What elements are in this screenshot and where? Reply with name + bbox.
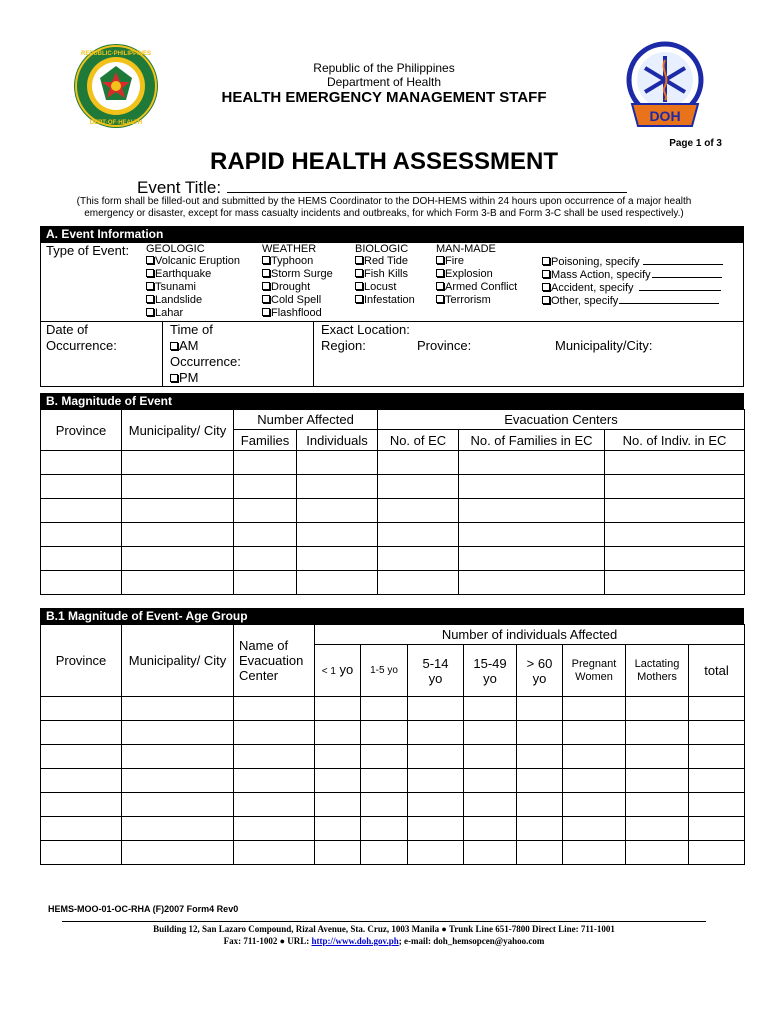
table-cell-input[interactable]	[315, 745, 361, 769]
table-cell-input[interactable]	[563, 817, 626, 841]
magnitude-table	[40, 409, 745, 595]
region-label[interactable]: Region:	[321, 338, 366, 353]
table-cell-input[interactable]	[41, 499, 122, 523]
checkbox-locust[interactable]: Locust	[355, 281, 415, 294]
table-cell-input[interactable]	[41, 817, 122, 841]
table-row	[41, 451, 745, 475]
table-cell-input[interactable]	[563, 697, 626, 721]
table-cell-input[interactable]	[41, 547, 122, 571]
table-cell-input[interactable]	[459, 499, 605, 523]
province-label[interactable]: Province:	[417, 338, 472, 353]
checkbox-armed-conflict[interactable]: Armed Conflict	[436, 281, 517, 294]
table-cell-input[interactable]	[122, 817, 234, 841]
checkbox-icon[interactable]	[146, 282, 154, 290]
checkbox-icon[interactable]	[542, 283, 550, 291]
table-cell-input[interactable]	[464, 697, 517, 721]
table-cell-input[interactable]	[563, 769, 626, 793]
table-cell-input[interactable]	[41, 451, 122, 475]
col-header-families-ec: No. of Families in EC	[459, 430, 605, 451]
checkbox-icon[interactable]	[146, 269, 154, 277]
table-cell-input[interactable]	[626, 745, 689, 769]
table-cell-input[interactable]	[459, 571, 605, 595]
table-header-row	[41, 410, 745, 430]
checkbox-icon[interactable]	[355, 295, 363, 303]
group-header-evacuation: Evacuation Centers	[378, 410, 745, 430]
table-cell-input[interactable]	[689, 769, 745, 793]
table-row	[41, 475, 745, 499]
table-cell-input[interactable]	[122, 793, 234, 817]
checkbox-storm-surge[interactable]: Storm Surge	[262, 268, 333, 281]
checkbox-icon[interactable]	[170, 342, 178, 350]
table-cell-input[interactable]	[41, 523, 122, 547]
table-cell-input[interactable]	[234, 817, 315, 841]
table-cell-input[interactable]	[234, 793, 315, 817]
magnitude-table-body	[41, 451, 745, 595]
table-cell-input[interactable]	[361, 745, 408, 769]
col-header-no-ec: No. of EC	[378, 430, 459, 451]
table-cell-input[interactable]	[315, 769, 361, 793]
group-header-affected: Number Affected	[234, 410, 378, 430]
checkbox-icon[interactable]	[436, 256, 444, 264]
category-biologic	[355, 243, 415, 307]
table-cell-input[interactable]	[41, 475, 122, 499]
event-title-label: Event Title:	[137, 178, 222, 197]
col-header-municipality: Municipality/ City	[122, 625, 234, 697]
form-code: HEMS-MOO-01-OC-RHA (F)2007 Form4 Rev0	[48, 904, 239, 914]
table-cell-input[interactable]	[605, 475, 745, 499]
category-heading: GEOLOGIC	[146, 243, 205, 255]
table-cell-input[interactable]	[41, 793, 122, 817]
event-title-input-line[interactable]	[227, 179, 627, 193]
table-cell-input[interactable]	[41, 769, 122, 793]
footer-fax: Fax: 711-1002 ● URL:	[223, 936, 312, 946]
specify-line[interactable]	[639, 282, 721, 291]
table-row	[41, 817, 745, 841]
table-cell-input[interactable]	[408, 745, 464, 769]
table-cell-input[interactable]	[41, 745, 122, 769]
col-header-1-5: 1-5 yo	[361, 645, 408, 697]
table-cell-input[interactable]	[517, 721, 563, 745]
section-a-divider	[313, 321, 314, 387]
col-header-individuals: Individuals	[297, 430, 378, 451]
time-of-occurrence-field: Time of AM Occurrence: PM	[170, 322, 241, 385]
section-a-heading: A. Event Information	[40, 226, 744, 242]
category-heading: WEATHER	[262, 243, 317, 255]
table-cell-input[interactable]	[315, 793, 361, 817]
table-row	[41, 571, 745, 595]
table-cell-input[interactable]	[626, 721, 689, 745]
footer-address: Building 12, San Lazaro Compound, Rizal Avenue, Sta. Cruz, 1003 Manila ● Trunk Line 651-7800 Direct Line: 711-1001	[153, 924, 615, 934]
svg-text:DEPT·OF·HEALTH: DEPT·OF·HEALTH	[89, 120, 143, 126]
col-header-evac-center: Name of Evacuation Center	[234, 625, 315, 697]
table-cell-input[interactable]	[605, 451, 745, 475]
checkbox-icon[interactable]	[355, 269, 363, 277]
table-cell-input[interactable]	[626, 769, 689, 793]
table-row	[41, 697, 745, 721]
checkbox-cold-spell[interactable]: Cold Spell	[262, 294, 333, 307]
checkbox-fish-kills[interactable]: Fish Kills	[355, 268, 415, 281]
table-cell-input[interactable]	[378, 571, 459, 595]
table-header-row	[41, 625, 745, 645]
checkbox-volcanic-eruption[interactable]: Volcanic Eruption	[146, 255, 240, 268]
table-cell-input[interactable]	[563, 793, 626, 817]
table-cell-input[interactable]	[459, 523, 605, 547]
event-title-field[interactable]	[137, 178, 627, 198]
table-cell-input[interactable]	[689, 697, 745, 721]
col-header-15-49: 15-49 yo	[464, 645, 517, 697]
table-cell-input[interactable]	[234, 451, 297, 475]
header-department: Department of Health	[326, 75, 442, 89]
table-cell-input[interactable]	[459, 547, 605, 571]
table-cell-input[interactable]	[464, 769, 517, 793]
col-header-province: Province	[41, 410, 122, 451]
checkbox-pm[interactable]: PM	[170, 370, 241, 386]
table-cell-input[interactable]	[605, 571, 745, 595]
table-cell-input[interactable]	[234, 697, 315, 721]
municipality-label[interactable]: Municipality/City:	[555, 338, 653, 353]
table-cell-input[interactable]	[122, 721, 234, 745]
checkbox-terrorism[interactable]: Terrorism	[436, 294, 517, 307]
table-cell-input[interactable]	[234, 721, 315, 745]
table-cell-input[interactable]	[315, 721, 361, 745]
table-cell-input[interactable]	[122, 499, 234, 523]
table-cell-input[interactable]	[234, 499, 297, 523]
table-cell-input[interactable]	[408, 841, 464, 865]
table-cell-input[interactable]	[626, 697, 689, 721]
table-cell-input[interactable]	[517, 841, 563, 865]
table-cell-input[interactable]	[408, 817, 464, 841]
table-cell-input[interactable]	[517, 793, 563, 817]
table-cell-input[interactable]	[464, 817, 517, 841]
header-country: Republic of the Philippines	[313, 61, 455, 75]
date-of-occurrence-label[interactable]: Date of Occurrence:	[46, 322, 117, 353]
table-cell-input[interactable]	[297, 499, 378, 523]
page-indicator: Page 1 of 3	[669, 138, 722, 149]
svg-text:REPUBLIC·PHILIPPINES: REPUBLIC·PHILIPPINES	[80, 51, 152, 57]
footer-contact	[0, 936, 768, 946]
table-cell-input[interactable]	[234, 769, 315, 793]
col-header-lactating: Lactating Mothers	[626, 645, 689, 697]
table-cell-input[interactable]	[361, 817, 408, 841]
table-cell-input[interactable]	[122, 697, 234, 721]
table-cell-input[interactable]	[234, 475, 297, 499]
checkbox-icon[interactable]	[146, 295, 154, 303]
col-header-total: total	[689, 645, 745, 697]
checkbox-fire[interactable]: Fire	[436, 255, 517, 268]
table-cell-input[interactable]	[361, 841, 408, 865]
table-cell-input[interactable]	[689, 721, 745, 745]
table-cell-input[interactable]	[689, 841, 745, 865]
table-row	[41, 499, 745, 523]
table-cell-input[interactable]	[689, 817, 745, 841]
checkbox-icon[interactable]	[146, 308, 154, 316]
col-header-60-plus: > 60 yo	[517, 645, 563, 697]
checkbox-poisoning[interactable]: Poisoning, specify	[542, 256, 723, 269]
table-cell-input[interactable]	[689, 793, 745, 817]
checkbox-icon[interactable]	[542, 296, 550, 304]
age-group-table-body	[41, 697, 745, 865]
col-header-province: Province	[41, 625, 122, 697]
table-row	[41, 745, 745, 769]
section-b1-heading: B.1 Magnitude of Event- Age Group	[40, 608, 744, 624]
checkbox-infestation[interactable]: Infestation	[355, 294, 415, 307]
table-cell-input[interactable]	[378, 499, 459, 523]
checkbox-tsunami[interactable]: Tsunami	[146, 281, 240, 294]
table-cell-input[interactable]	[122, 745, 234, 769]
checkbox-am[interactable]: AM	[170, 338, 241, 354]
checkbox-earthquake[interactable]: Earthquake	[146, 268, 240, 281]
table-cell-input[interactable]	[361, 793, 408, 817]
col-header-5-14: 5-14 yo	[408, 645, 464, 697]
svg-text:DOH: DOH	[649, 108, 681, 124]
table-cell-input[interactable]	[563, 841, 626, 865]
table-cell-input[interactable]	[517, 817, 563, 841]
specify-line[interactable]	[619, 295, 719, 304]
table-cell-input[interactable]	[459, 451, 605, 475]
checkbox-icon[interactable]	[355, 282, 363, 290]
table-cell-input[interactable]	[234, 841, 315, 865]
checkbox-icon[interactable]	[355, 256, 363, 264]
table-cell-input[interactable]	[234, 571, 297, 595]
col-header-municipality: Municipality/ City	[122, 410, 234, 451]
table-row	[41, 721, 745, 745]
table-cell-input[interactable]	[234, 547, 297, 571]
table-cell-input[interactable]	[361, 697, 408, 721]
table-cell-input[interactable]	[605, 547, 745, 571]
table-cell-input[interactable]	[689, 745, 745, 769]
specify-line[interactable]	[652, 269, 722, 278]
table-cell-input[interactable]	[378, 547, 459, 571]
checkbox-icon[interactable]	[262, 282, 270, 290]
table-cell-input[interactable]	[297, 475, 378, 499]
checkbox-icon[interactable]	[262, 295, 270, 303]
form-title: RAPID HEALTH ASSESSMENT	[209, 148, 559, 175]
table-row	[41, 523, 745, 547]
group-header-individuals: Number of individuals Affected	[315, 625, 745, 645]
checkbox-other[interactable]: Other, specify	[542, 295, 723, 308]
table-cell-input[interactable]	[234, 523, 297, 547]
table-cell-input[interactable]	[297, 571, 378, 595]
table-cell-input[interactable]	[517, 745, 563, 769]
table-cell-input[interactable]	[517, 769, 563, 793]
table-cell-input[interactable]	[122, 523, 234, 547]
table-cell-input[interactable]	[378, 475, 459, 499]
checkbox-lahar[interactable]: Lahar	[146, 307, 240, 320]
col-header-pregnant: Pregnant Women	[563, 645, 626, 697]
table-cell-input[interactable]	[41, 571, 122, 595]
table-cell-input[interactable]	[605, 523, 745, 547]
col-header-under-1: < 1 yo	[315, 645, 361, 697]
table-cell-input[interactable]	[122, 475, 234, 499]
table-cell-input[interactable]	[459, 475, 605, 499]
checkbox-icon[interactable]	[436, 295, 444, 303]
table-cell-input[interactable]	[605, 499, 745, 523]
checkbox-icon[interactable]	[262, 308, 270, 316]
table-cell-input[interactable]	[122, 571, 234, 595]
table-cell-input[interactable]	[41, 841, 122, 865]
footer-divider	[62, 921, 706, 922]
table-cell-input[interactable]	[41, 721, 122, 745]
table-cell-input[interactable]	[361, 721, 408, 745]
table-row	[41, 793, 745, 817]
checkbox-drought[interactable]: Drought	[262, 281, 333, 294]
checkbox-icon[interactable]	[436, 269, 444, 277]
checkbox-icon[interactable]	[542, 270, 550, 278]
table-cell-input[interactable]	[234, 745, 315, 769]
exact-location-label: Exact Location:	[321, 322, 410, 337]
footer-email: ; e-mail: doh_hemsopcen@yahoo.com	[398, 936, 545, 946]
table-cell-input[interactable]	[315, 697, 361, 721]
hems-logo	[612, 40, 718, 132]
table-cell-input[interactable]	[378, 451, 459, 475]
category-other	[542, 256, 723, 308]
table-cell-input[interactable]	[408, 697, 464, 721]
table-cell-input[interactable]	[626, 793, 689, 817]
checkbox-icon[interactable]	[262, 256, 270, 264]
table-cell-input[interactable]	[517, 697, 563, 721]
table-cell-input[interactable]	[464, 793, 517, 817]
age-group-table	[40, 624, 745, 865]
table-cell-input[interactable]	[378, 523, 459, 547]
checkbox-landslide[interactable]: Landslide	[146, 294, 240, 307]
table-cell-input[interactable]	[361, 769, 408, 793]
table-cell-input[interactable]	[315, 841, 361, 865]
table-cell-input[interactable]	[122, 547, 234, 571]
header-organization: HEALTH EMERGENCY MANAGEMENT STAFF	[221, 89, 547, 106]
table-cell-input[interactable]	[297, 547, 378, 571]
table-cell-input[interactable]	[563, 745, 626, 769]
checkbox-flashflood[interactable]: Flashflood	[262, 307, 333, 320]
category-weather	[262, 243, 333, 320]
table-cell-input[interactable]	[464, 721, 517, 745]
doh-website-link[interactable]: http://www.doh.gov.ph	[311, 936, 399, 946]
category-man-made	[436, 243, 517, 307]
checkbox-explosion[interactable]: Explosion	[436, 268, 517, 281]
table-cell-input[interactable]	[563, 721, 626, 745]
table-row	[41, 547, 745, 571]
checkbox-icon[interactable]	[170, 374, 178, 382]
table-cell-input[interactable]	[41, 697, 122, 721]
checkbox-icon[interactable]	[542, 257, 550, 265]
form-instructions: (This form shall be filled-out and submitted by the HEMS Coordinator to the DOH-HEMS within 24 hours upon occurrence of a major health emergency or disaster, except for mass casualty incidents and outbreaks, for which Form 3-B and Form 3-C shall be used respectively.)	[76, 196, 692, 219]
checkbox-red-tide[interactable]: Red Tide	[355, 255, 415, 268]
table-cell-input[interactable]	[626, 841, 689, 865]
table-cell-input[interactable]	[122, 451, 234, 475]
table-cell-input[interactable]	[464, 841, 517, 865]
col-header-families: Families	[234, 430, 297, 451]
section-a-divider	[162, 321, 163, 387]
table-cell-input[interactable]	[464, 745, 517, 769]
table-cell-input[interactable]	[626, 817, 689, 841]
table-cell-input[interactable]	[297, 523, 378, 547]
category-geologic	[146, 243, 240, 320]
section-b-heading: B. Magnitude of Event	[40, 393, 744, 409]
table-row	[41, 841, 745, 865]
checkbox-mass-action[interactable]: Mass Action, specify	[542, 269, 723, 282]
table-cell-input[interactable]	[315, 817, 361, 841]
checkbox-typhoon[interactable]: Typhoon	[262, 255, 333, 268]
checkbox-accident[interactable]: Accident, specify	[542, 282, 723, 295]
table-cell-input[interactable]	[122, 769, 234, 793]
col-header-indiv-ec: No. of Indiv. in EC	[605, 430, 745, 451]
specify-line[interactable]	[643, 256, 723, 265]
type-of-event-label: Type of Event:	[46, 243, 130, 258]
table-cell-input[interactable]	[408, 793, 464, 817]
checkbox-icon[interactable]	[262, 269, 270, 277]
checkbox-icon[interactable]	[436, 282, 444, 290]
table-cell-input[interactable]	[408, 769, 464, 793]
checkbox-icon[interactable]	[146, 256, 154, 264]
table-row	[41, 769, 745, 793]
category-heading: BIOLOGIC	[355, 243, 409, 255]
table-cell-input[interactable]	[297, 451, 378, 475]
table-cell-input[interactable]	[122, 841, 234, 865]
table-cell-input[interactable]	[408, 721, 464, 745]
category-heading: MAN-MADE	[436, 243, 496, 255]
